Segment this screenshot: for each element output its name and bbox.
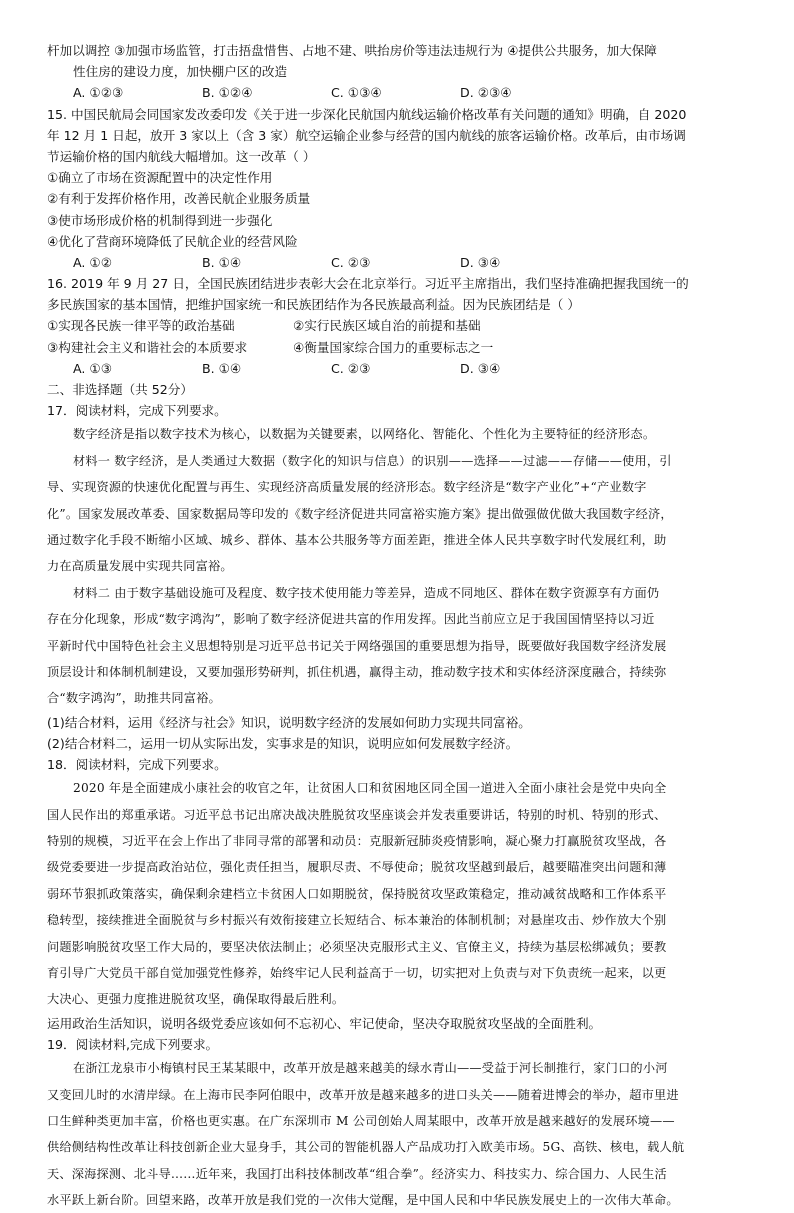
material-line: 导、实现资源的快速优化配置与再生、实现经济高质量发展的经济形态。数字经济是“数字产业化”+“产业数字 bbox=[47, 480, 647, 495]
material-line: 力在高质量发展中实现共同富裕。 bbox=[47, 559, 233, 574]
material-line: 数字经济是指以数字技术为核心，以数据为关键要素，以网络化、智能化、个性化为主要特征的经济形态。 bbox=[73, 427, 656, 442]
question-15 bbox=[47, 104, 767, 274]
material-line: 合“数字鸿沟”，助推共同富裕。 bbox=[47, 691, 221, 706]
q15-stem-line: 年 12 月 1 日起，放开 3 家以上（含 3 家）航空运输企业参与经营的国内航线的旅客运输价格。改革后，由市场调 bbox=[47, 127, 686, 143]
q15-item: ②有利于发挥价格作用，改善民航企业服务质量 bbox=[47, 191, 311, 207]
material-line: 问题影响脱贫攻坚工作大局的，要坚决依法制止；必须坚决克服形式主义、官僚主义，持续为基层松绑减负；要教 bbox=[47, 939, 667, 954]
q17-subquestion: (2)结合材料二，运用一切从实际出发，实事求是的知识，说明应如何发展数字经济。 bbox=[47, 735, 519, 751]
material-line: 材料二 由于数字基础设施可及程度、数字技术使用能力等差异，造成不同地区、群体在数字资源享有方面仍 bbox=[73, 585, 660, 600]
question-19 bbox=[47, 1034, 767, 1213]
material-line: 存在分化现象，形成“数字鸿沟”，影响了数字经济促进共富的作用发挥。因此当前应立足于我国国情坚持以习近 bbox=[47, 612, 655, 627]
question-16 bbox=[47, 273, 767, 379]
q15-item: ④优化了营商环境降低了民航企业的经营风险 bbox=[47, 233, 298, 249]
option-b[interactable]: B. ①④ bbox=[202, 254, 242, 270]
option-b[interactable]: B. ①②④ bbox=[202, 85, 253, 101]
section-heading: 二、非选择题（共 52分） bbox=[47, 382, 193, 397]
q16-item: ④衡量国家综合国力的重要标志之一 bbox=[293, 339, 494, 355]
material-line: 平新时代中国特色社会主义思想特别是习近平总书记关于网络强国的重要思想为指导，既要做好我国数字经济发展 bbox=[47, 638, 667, 653]
option-b[interactable]: B. ①④ bbox=[202, 360, 242, 376]
q16-items-row bbox=[47, 315, 767, 336]
option-a[interactable]: A. ①② bbox=[73, 254, 112, 270]
q16-options bbox=[47, 358, 767, 379]
material-line: 又变回儿时的水清岸绿。在上海市民李阿伯眼中，改革开放是越来越多的进口头关——随着进博会的举办，超市里进 bbox=[47, 1087, 679, 1102]
option-a[interactable]: A. ①③ bbox=[73, 360, 112, 376]
q19-heading: 19．阅读材料,完成下列要求。 bbox=[47, 1036, 219, 1052]
material-line: 育引导广大党员干部自觉加强党性修养，始终牢记人民利益高于一切，切实把对上负责与对下负责统一起来，以更 bbox=[47, 965, 667, 980]
material-line: 通过数字化手段不断缩小区域、城乡、群体、基本公共服务等方面差距，推进全体人民共享数字时代发展红利，助 bbox=[47, 532, 667, 547]
material-line: 特别的规模，习近平在会上作出了非同寻常的部署和动员：克服新冠肺炎疫情影响，凝心聚力打赢脱贫攻坚战，各 bbox=[47, 834, 667, 849]
q17-heading: 17．阅读材料，完成下列要求。 bbox=[47, 403, 227, 419]
option-c[interactable]: C. ②③ bbox=[331, 360, 371, 376]
material-line: 在浙江龙泉市小梅镇村民王某某眼中，改革开放是越来越美的绿水青山——受益于河长制推行，家门口的小河 bbox=[73, 1061, 668, 1076]
text-line: 性住房的建设力度，加快棚户区的改造 bbox=[73, 64, 288, 80]
q15-stem-line: 节运输价格的国内航线大幅增加。这一改革（ ） bbox=[47, 148, 316, 164]
material-line: 口生鲜种类更加丰富，价格也更实惠。在广东深圳市 M 公司创始人周某眼中，改革开放是越来越好的发展环境—— bbox=[47, 1113, 675, 1128]
question-18 bbox=[47, 754, 767, 1034]
option-d[interactable]: D. ③④ bbox=[460, 360, 501, 376]
q16-item: ①实现各民族一律平等的政治基础 bbox=[47, 318, 235, 334]
q15-item: ①确立了市场在资源配置中的决定性作用 bbox=[47, 170, 273, 186]
option-d[interactable]: D. ②③④ bbox=[460, 85, 512, 101]
q17-subquestion: (1)结合材料，运用《经济与社会》知识，说明数字经济的发展如何助力实现共同富裕。 bbox=[47, 714, 531, 730]
q14-options bbox=[47, 82, 767, 103]
text-line: 杆加以调控 ③加强市场监管，打击捂盘惜售、占地不建、哄抬房价等违法违规行为 ④提供公共服务，加大保障 bbox=[47, 43, 657, 58]
material-line: 大决心、更强力度推进脱贫攻坚，确保取得最后胜利。 bbox=[47, 992, 345, 1007]
q16-item: ②实行民族区域自治的前提和基础 bbox=[293, 318, 481, 334]
q16-stem-line: 16. 2019 年 9 月 27 日，全国民族团结进步表彰大会在北京举行。习近平主席指出，我们坚持准确把握我国统一的 bbox=[47, 276, 689, 292]
q15-stem-line: 15. 中国民航局会同国家发改委印发《关于进一步深化民航国内航线运输价格改革有关问题的通知》明确，自 2020 bbox=[47, 106, 687, 122]
material-line: 天、深海探测、北斗导……近年来，我国打出科技体制改革“组合拳”。经济实力、科技实力、综合国力、人民生活 bbox=[47, 1166, 667, 1181]
option-c[interactable]: C. ②③ bbox=[331, 254, 371, 270]
q15-item: ③使市场形成价格的机制得到进一步强化 bbox=[47, 212, 273, 228]
q18-heading: 18．阅读材料，完成下列要求。 bbox=[47, 757, 227, 773]
material-line: 供给侧结构性改革让科技创新企业大显身手，其公司的智能机器人产品成功打入欧美市场。5G、高铁、核电，载人航 bbox=[47, 1140, 685, 1155]
material-line: 材料一 数字经济，是人类通过大数据（数字化的知识与信息）的识别——选择——过滤——存储——使用，引 bbox=[73, 453, 672, 468]
q16-item: ③构建社会主义和谐社会的本质要求 bbox=[47, 339, 248, 355]
material-line: 弱环节狠抓政策落实，确保剩余建档立卡贫困人口如期脱贫，保持脱贫攻坚政策稳定，推动减贫战略和工作体系平 bbox=[47, 886, 667, 901]
exam-page bbox=[47, 40, 767, 1213]
option-c[interactable]: C. ①③④ bbox=[331, 85, 382, 101]
option-a[interactable]: A. ①②③ bbox=[73, 85, 124, 101]
q16-stem-line: 多民族国家的基本国情，把维护国家统一和民族团结作为各民族最高利益。因为民族团结是（ ） bbox=[47, 297, 580, 313]
q15-options bbox=[47, 252, 767, 273]
material-line: 稳转型，接续推进全面脱贫与乡村振兴有效衔接建立长短结合、标本兼治的体制机制；对悬崖攻击、炒作放大个别 bbox=[47, 913, 667, 928]
q18-question: 运用政治生活知识，说明各级党委应该如何不忘初心、牢记使命，坚决夺取脱贫攻坚战的全面胜利。 bbox=[47, 1015, 602, 1031]
material-line: 级党委要进一步提高政治站位，强化责任担当，履职尽责、不辱使命；脱贫攻坚越到最后，越要瞄准突出问题和薄 bbox=[47, 860, 667, 875]
material-line: 水平跃上新台阶。回望来路，改革开放是我们党的一次伟大觉醒，是中国人民和中华民族发展史上的一次伟大革命。 bbox=[47, 1193, 679, 1208]
option-d[interactable]: D. ③④ bbox=[460, 254, 501, 270]
question-17 bbox=[47, 400, 767, 754]
q16-items-row bbox=[47, 337, 767, 358]
material-line: 2020 年是全面建成小康社会的收官之年，让贫困人口和贫困地区同全国一道进入全面小康社会是党中央向全 bbox=[73, 781, 667, 796]
material-line: 国人民作出的郑重承诺。习近平总书记出席决战决胜脱贫攻坚座谈会并发表重要讲话，特别的时机、特别的形式、 bbox=[47, 807, 667, 822]
material-line: 顶层设计和体制机制建设，又要加强形势研判，抓住机遇，赢得主动，推动数字技术和实体经济深度融合，持续弥 bbox=[47, 664, 667, 679]
material-line: 化”。国家发展改革委、国家数据局等印发的《数字经济促进共同富裕实施方案》提出做强做优做大我国数字经济， bbox=[47, 506, 673, 521]
